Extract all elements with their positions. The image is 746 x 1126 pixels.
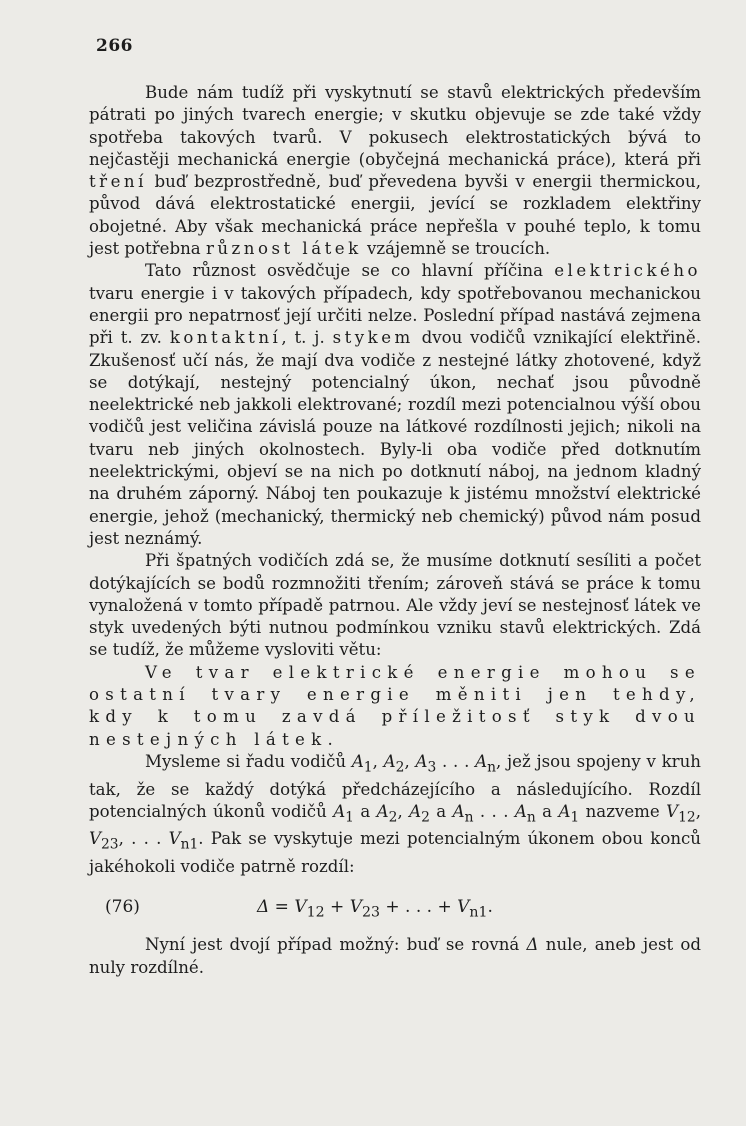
math-symbol: A xyxy=(383,751,396,771)
paragraph xyxy=(89,550,701,661)
subscript: 1 xyxy=(363,759,373,776)
text-run: Bude nám tudíž při vyskytnutí se stavů elektrických především pátrati po jiných tvarech energie; v skutku objevuje se zde také vždy spotřeba takových tvarů. V pokusech elektrostatických bývá to nejčastěji mechanická energie (obyčejná mechanická práce), která při xyxy=(89,83,701,169)
math-symbol: V xyxy=(294,897,307,918)
math-symbol: A xyxy=(333,801,346,821)
equation-76 xyxy=(89,886,701,930)
equation-number: (76) xyxy=(105,897,140,918)
text-run: a xyxy=(353,801,377,821)
text-run: + xyxy=(324,897,350,918)
text-run: . . . xyxy=(436,751,476,771)
text-run: buď bezprostředně, buď převedena byvši v energii thermickou, původ dává elektrostatické energii, jevící se rozkladem elektřiny obojetné. Aby však mechanická práce nepřešla v pouhé teplo, k tomu jest potřebna xyxy=(89,172,701,259)
math-symbol: A xyxy=(452,801,465,821)
text-run: kontaktní xyxy=(169,328,282,348)
subscript: n xyxy=(464,809,474,826)
subscript: 12 xyxy=(678,809,696,826)
math-symbol: A xyxy=(475,751,488,771)
text-run: stykem xyxy=(332,328,414,348)
paragraph xyxy=(89,260,701,550)
math-symbol: V xyxy=(89,829,101,849)
text-run: , xyxy=(397,801,410,821)
math-symbol: V xyxy=(457,897,470,918)
text-run: tření xyxy=(89,172,147,192)
subscript: 12 xyxy=(306,904,325,921)
page-number: 266 xyxy=(96,36,133,56)
theorem-paragraph xyxy=(89,662,701,751)
text-run: vzájemně se troucích. xyxy=(361,239,551,259)
subscript: n1 xyxy=(469,904,488,921)
text-run: , . . . xyxy=(118,829,169,849)
subscript: 1 xyxy=(345,809,354,826)
subscript: 3 xyxy=(427,759,437,776)
text-run: dvou vodičů vznikající elektřině. Zkušenosť učí nás, že mají dva vodiče z nestejné látky zhotovené, když se dotýkají, nestejný potencialný úkon, nechať jsou původně neelektrické neb jakkoli elektrované; rozdíl mezi potencialnou výší obou vodičů jest veličina závislá pouze na látkové rozdílnosti jejich; nikoli na tvaru neb jiných okolnostech. Byly-li oba vodiče před dotknutím neelektrickými, objeví se na nich po dotknutí náboj, na jednom kladný na druhém záporný. Náboj ten poukazuje k jistému množství elektrické energie, jehož (mechanický, thermický neb chemický) původ nám posud jest neznámý. xyxy=(89,328,701,548)
text-run: , t. j. xyxy=(281,328,333,348)
math-symbol: A xyxy=(514,801,527,821)
text-run: , jež jsou spojeny v kruh tak, že se každý dotýká předcházejícího a následujícího. Rozdíl potencialných úkonů vodičů xyxy=(89,751,701,821)
subscript: 2 xyxy=(388,809,398,826)
text-run: + . . . + xyxy=(380,897,458,918)
text-run: Ve tvar elektrické energie mohou se ostatní tvary energie měniti jen tehdy, kdy k tomu zavdá příležitosť styk dvou nestejných látek. xyxy=(89,662,701,749)
text-run: elektrického xyxy=(554,261,701,281)
text-run: . . . xyxy=(473,801,515,821)
math-symbol: A xyxy=(409,801,422,821)
text-run: nule, aneb jest od nuly rozdílné. xyxy=(89,935,701,977)
subscript: n1 xyxy=(180,836,199,853)
text-run: , xyxy=(404,751,416,771)
text-run: a xyxy=(535,801,559,821)
subscript: n xyxy=(487,759,496,776)
subscript: 2 xyxy=(421,809,430,826)
paragraph xyxy=(89,82,701,260)
math-symbol: A xyxy=(376,801,389,821)
final-paragraph xyxy=(89,934,701,979)
text-run: , xyxy=(695,801,701,821)
text-run: tvaru energie i v takových případech, kdy spotřebovanou mechanickou energii pro nepatrnosť její určiti nelze. Poslední případ nastává zejmena při t. zv. xyxy=(89,283,701,348)
paragraph xyxy=(89,751,701,878)
subscript: 23 xyxy=(100,836,119,853)
text-run: = xyxy=(269,897,295,918)
math-symbol: Δ xyxy=(526,935,539,955)
text-run: . xyxy=(487,897,493,918)
equation-body xyxy=(257,896,493,924)
math-symbol: V xyxy=(666,801,679,821)
math-symbol: Δ xyxy=(257,897,270,918)
math-symbol: A xyxy=(351,751,364,771)
math-symbol: V xyxy=(168,829,181,849)
subscript: 1 xyxy=(570,809,580,826)
page-text xyxy=(89,82,701,979)
math-symbol: V xyxy=(349,897,362,918)
math-symbol: A xyxy=(415,751,428,771)
subscript: n xyxy=(526,809,536,826)
text-run: Tato různost osvědčuje se co hlavní příčina xyxy=(145,261,555,281)
text-run: , xyxy=(372,751,384,771)
text-run: Nyní jest dvojí případ možný: buď se rovná xyxy=(145,935,527,955)
text-run: nazveme xyxy=(579,801,667,821)
text-run: různost látek xyxy=(205,239,362,259)
math-symbol: A xyxy=(558,801,571,821)
text-run: . Pak se vyskytuje mezi potencialným úkonem obou konců jakéhokoli vodiče patrně rozdíl: xyxy=(89,829,701,877)
subscript: 2 xyxy=(395,759,405,776)
subscript: 23 xyxy=(361,904,380,921)
text-run: a xyxy=(429,801,453,821)
text-run: Mysleme si řadu vodičů xyxy=(145,751,352,771)
text-run: Při špatných vodičích zdá se, že musíme dotknutí sesíliti a počet dotýkajících se bodů rozmnožiti třením; zároveň stává se práce k tomu vynaložená v tomto případě patrnou. Ale vždy jeví se nestejnosť látek ve styk uvedených býti nutnou podmínkou vzniku stavů elektrických. Zdá se tudíž, že můžeme vysloviti větu: xyxy=(89,551,701,660)
